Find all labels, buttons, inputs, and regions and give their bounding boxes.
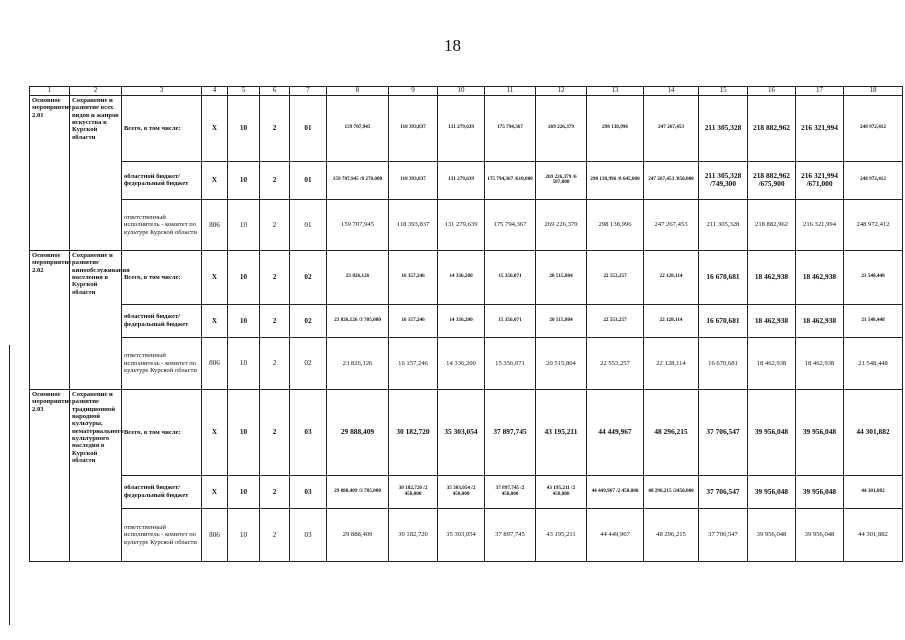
amount-cell: 18 462,938 bbox=[748, 250, 796, 304]
amount-cell: 211 305,328 bbox=[699, 199, 748, 250]
amount-cell: 175 794,367 /610,000 bbox=[485, 161, 536, 199]
budget-code: Х bbox=[202, 304, 228, 337]
event-code: Основное мероприятие 2.03 bbox=[30, 389, 70, 561]
amount-cell: 44 449,967 /2 450,000 bbox=[587, 475, 644, 508]
amount-cell: 16 670,681 bbox=[699, 304, 748, 337]
amount-cell: 39 956,048 bbox=[796, 475, 844, 508]
budget-code: 10 bbox=[228, 508, 260, 561]
amount-cell: 44 449,967 bbox=[587, 389, 644, 475]
amount-cell: 22 553,257 bbox=[587, 337, 644, 389]
budget-code: 2 bbox=[260, 161, 290, 199]
column-number: 15 bbox=[699, 87, 748, 96]
budget-code: 2 bbox=[260, 304, 290, 337]
budget-code: 01 bbox=[290, 95, 327, 161]
amount-cell: 247 267,453 bbox=[644, 199, 699, 250]
budget-code: 10 bbox=[228, 337, 260, 389]
amount-cell: 16 157,246 bbox=[389, 250, 438, 304]
amount-cell: 18 462,938 bbox=[748, 337, 796, 389]
budget-code: 2 bbox=[260, 250, 290, 304]
amount-cell: 15 356,071 bbox=[485, 250, 536, 304]
amount-cell: 30 182,720 /2 450,000 bbox=[389, 475, 438, 508]
budget-code: 02 bbox=[290, 304, 327, 337]
amount-cell: 22 128,114 bbox=[644, 304, 699, 337]
amount-cell: 269 226,379 bbox=[536, 95, 587, 161]
amount-cell: 211 305,328 /749,300 bbox=[699, 161, 748, 199]
event-name: Сохранение и развитие кинообслуживания населения в Курской области bbox=[70, 250, 122, 389]
amount-cell: 248 972,412 bbox=[844, 95, 903, 161]
amount-cell: 48 296,215 /2450,000 bbox=[644, 475, 699, 508]
table-row bbox=[30, 508, 903, 561]
amount-cell: 37 897,745 bbox=[485, 389, 536, 475]
amount-cell: 21 548,448 bbox=[844, 304, 903, 337]
amount-cell: 218 882,962 bbox=[748, 199, 796, 250]
budget-code: Х bbox=[202, 475, 228, 508]
amount-cell: 20 515,804 bbox=[536, 337, 587, 389]
amount-cell: 35 303,054 bbox=[438, 389, 485, 475]
amount-cell: 39 956,048 bbox=[796, 508, 844, 561]
amount-cell: 247 267,453 bbox=[644, 95, 699, 161]
amount-cell: 118 393,837 bbox=[389, 95, 438, 161]
event-code: Основное мероприятие 2.01 bbox=[30, 95, 70, 250]
funding-source: ответственный исполнитель - комитет по культуре Курской области bbox=[122, 199, 202, 250]
funding-source: областной бюджет/ федеральный бюджет bbox=[122, 161, 202, 199]
column-number: 5 bbox=[228, 87, 260, 96]
amount-cell: 29 888,409 bbox=[327, 389, 389, 475]
amount-cell: 118 393,837 bbox=[389, 199, 438, 250]
event-name: Сохранение и развитие традиционной народной культуры, нематериального культурного наследия в Курской области bbox=[70, 389, 122, 561]
amount-cell: 15 356,071 bbox=[485, 337, 536, 389]
budget-code: 01 bbox=[290, 161, 327, 199]
amount-cell: 43 195,211 bbox=[536, 389, 587, 475]
column-number: 13 bbox=[587, 87, 644, 96]
amount-cell: 298 138,996 bbox=[587, 95, 644, 161]
budget-code: Х bbox=[202, 250, 228, 304]
table-row bbox=[30, 250, 903, 304]
funding-source: Всего, в том числе: bbox=[122, 250, 202, 304]
amount-cell: 37 897,745 /2 450,000 bbox=[485, 475, 536, 508]
amount-cell: 131 279,639 bbox=[438, 161, 485, 199]
column-number: 16 bbox=[748, 87, 796, 96]
amount-cell: 131 279,639 bbox=[438, 95, 485, 161]
budget-table bbox=[29, 86, 903, 562]
budget-code: Х bbox=[202, 95, 228, 161]
header-row bbox=[30, 87, 903, 96]
table-row bbox=[30, 95, 903, 161]
event-code: Основное мероприятие 2.02 bbox=[30, 250, 70, 389]
amount-cell: 218 882,962 bbox=[748, 95, 796, 161]
budget-code: 806 bbox=[202, 337, 228, 389]
budget-code: 10 bbox=[228, 304, 260, 337]
table-row bbox=[30, 337, 903, 389]
budget-code: 02 bbox=[290, 250, 327, 304]
amount-cell: 159 707,945 /8 270,000 bbox=[327, 161, 389, 199]
amount-cell: 298 138,996 /8 645,000 bbox=[587, 161, 644, 199]
amount-cell: 23 826,126 bbox=[327, 337, 389, 389]
budget-code: 10 bbox=[228, 250, 260, 304]
amount-cell: 248 972,412 bbox=[844, 199, 903, 250]
amount-cell: 131 279,639 bbox=[438, 199, 485, 250]
table-row bbox=[30, 304, 903, 337]
budget-code: 01 bbox=[290, 199, 327, 250]
column-number: 11 bbox=[485, 87, 536, 96]
column-number: 6 bbox=[260, 87, 290, 96]
amount-cell: 37 706,547 bbox=[699, 389, 748, 475]
amount-cell: 39 956,048 bbox=[748, 475, 796, 508]
budget-code: 2 bbox=[260, 475, 290, 508]
amount-cell: 16 157,246 bbox=[389, 337, 438, 389]
amount-cell: 248 972,412 bbox=[844, 161, 903, 199]
amount-cell: 269 226,379 bbox=[536, 199, 587, 250]
budget-code: 03 bbox=[290, 389, 327, 475]
page-number: 18 bbox=[444, 36, 461, 55]
amount-cell: 37 706,547 bbox=[699, 475, 748, 508]
funding-source: ответственный исполнитель - комитет по культуре Курской области bbox=[122, 337, 202, 389]
funding-source: областной бюджет/ федеральный бюджет bbox=[122, 475, 202, 508]
budget-code: 10 bbox=[228, 161, 260, 199]
amount-cell: 159 707,945 bbox=[327, 95, 389, 161]
column-number: 3 bbox=[122, 87, 202, 96]
amount-cell: 118 393,837 bbox=[389, 161, 438, 199]
column-number: 10 bbox=[438, 87, 485, 96]
budget-code: 2 bbox=[260, 389, 290, 475]
amount-cell: 23 826,126 bbox=[327, 250, 389, 304]
amount-cell: 44 449,967 bbox=[587, 508, 644, 561]
amount-cell: 175 794,367 bbox=[485, 95, 536, 161]
amount-cell: 39 956,048 bbox=[796, 389, 844, 475]
table-row bbox=[30, 475, 903, 508]
budget-code: Х bbox=[202, 161, 228, 199]
event-name: Сохранение и развитие всех видов и жанров искусства в Курской области bbox=[70, 95, 122, 250]
amount-cell: 216 321,994 bbox=[796, 95, 844, 161]
amount-cell: 39 956,048 bbox=[748, 508, 796, 561]
table-row bbox=[30, 161, 903, 199]
amount-cell: 30 182,720 bbox=[389, 508, 438, 561]
amount-cell: 29 888,409 bbox=[327, 508, 389, 561]
budget-code: 2 bbox=[260, 508, 290, 561]
amount-cell: 37 897,745 bbox=[485, 508, 536, 561]
amount-cell: 216 321,994 /671,000 bbox=[796, 161, 844, 199]
amount-cell: 35 303,054 bbox=[438, 508, 485, 561]
amount-cell: 15 356,071 bbox=[485, 304, 536, 337]
amount-cell: 16 157,246 bbox=[389, 304, 438, 337]
funding-source: Всего, в том числе: bbox=[122, 389, 202, 475]
amount-cell: 14 336,200 bbox=[438, 304, 485, 337]
amount-cell: 20 515,804 bbox=[536, 250, 587, 304]
amount-cell: 247 267,453 /850,000 bbox=[644, 161, 699, 199]
amount-cell: 211 305,328 bbox=[699, 95, 748, 161]
amount-cell: 44 301,882 bbox=[844, 389, 903, 475]
table-row bbox=[30, 199, 903, 250]
amount-cell: 298 138,996 bbox=[587, 199, 644, 250]
amount-cell: 22 553,257 bbox=[587, 304, 644, 337]
amount-cell: 48 296,215 bbox=[644, 389, 699, 475]
amount-cell: 159 707,945 bbox=[327, 199, 389, 250]
amount-cell: 43 195,211 /2 450,000 bbox=[536, 475, 587, 508]
budget-code: 10 bbox=[228, 199, 260, 250]
amount-cell: 21 548,448 bbox=[844, 337, 903, 389]
column-number: 4 bbox=[202, 87, 228, 96]
amount-cell: 218 882,962 /675,900 bbox=[748, 161, 796, 199]
budget-code: 03 bbox=[290, 475, 327, 508]
table-row bbox=[30, 389, 903, 475]
budget-code: 806 bbox=[202, 508, 228, 561]
amount-cell: 18 462,938 bbox=[796, 250, 844, 304]
budget-code: 10 bbox=[228, 95, 260, 161]
column-number: 8 bbox=[327, 87, 389, 96]
column-number: 18 bbox=[844, 87, 903, 96]
amount-cell: 35 303,054 /2 450,000 bbox=[438, 475, 485, 508]
amount-cell: 175 794,367 bbox=[485, 199, 536, 250]
amount-cell: 44 301,882 bbox=[844, 475, 903, 508]
amount-cell: 14 336,200 bbox=[438, 337, 485, 389]
column-number: 17 bbox=[796, 87, 844, 96]
amount-cell: 18 462,938 bbox=[796, 304, 844, 337]
budget-code: 10 bbox=[228, 389, 260, 475]
column-number: 7 bbox=[290, 87, 327, 96]
budget-code: 2 bbox=[260, 337, 290, 389]
amount-cell: 16 670,681 bbox=[699, 250, 748, 304]
amount-cell: 269 226,379 /6 587,000 bbox=[536, 161, 587, 199]
amount-cell: 18 462,938 bbox=[748, 304, 796, 337]
amount-cell: 43 195,211 bbox=[536, 508, 587, 561]
budget-code: Х bbox=[202, 389, 228, 475]
amount-cell: 216 321,994 bbox=[796, 199, 844, 250]
amount-cell: 37 706,547 bbox=[699, 508, 748, 561]
budget-code: 806 bbox=[202, 199, 228, 250]
funding-source: областной бюджет/ федеральный бюджет bbox=[122, 304, 202, 337]
budget-code: 2 bbox=[260, 95, 290, 161]
budget-code: 02 bbox=[290, 337, 327, 389]
amount-cell: 18 462,938 bbox=[796, 337, 844, 389]
amount-cell: 20 515,804 bbox=[536, 304, 587, 337]
amount-cell: 23 826,126 /3 705,000 bbox=[327, 304, 389, 337]
amount-cell: 16 670,681 bbox=[699, 337, 748, 389]
funding-source: Всего, в том числе: bbox=[122, 95, 202, 161]
budget-code: 10 bbox=[228, 475, 260, 508]
budget-code: 03 bbox=[290, 508, 327, 561]
amount-cell: 29 888,409 /3 785,000 bbox=[327, 475, 389, 508]
amount-cell: 14 336,200 bbox=[438, 250, 485, 304]
amount-cell: 22 128,114 bbox=[644, 250, 699, 304]
amount-cell: 22 553,257 bbox=[587, 250, 644, 304]
margin-line bbox=[9, 345, 10, 625]
column-number: 9 bbox=[389, 87, 438, 96]
amount-cell: 44 301,882 bbox=[844, 508, 903, 561]
amount-cell: 48 296,215 bbox=[644, 508, 699, 561]
amount-cell: 39 956,048 bbox=[748, 389, 796, 475]
column-number: 14 bbox=[644, 87, 699, 96]
amount-cell: 22 128,114 bbox=[644, 337, 699, 389]
amount-cell: 30 182,720 bbox=[389, 389, 438, 475]
column-number: 1 bbox=[30, 87, 70, 96]
funding-source: ответственный исполнитель - комитет по культуре Курской области bbox=[122, 508, 202, 561]
column-number: 12 bbox=[536, 87, 587, 96]
column-number: 2 bbox=[70, 87, 122, 96]
amount-cell: 21 548,448 bbox=[844, 250, 903, 304]
budget-code: 2 bbox=[260, 199, 290, 250]
